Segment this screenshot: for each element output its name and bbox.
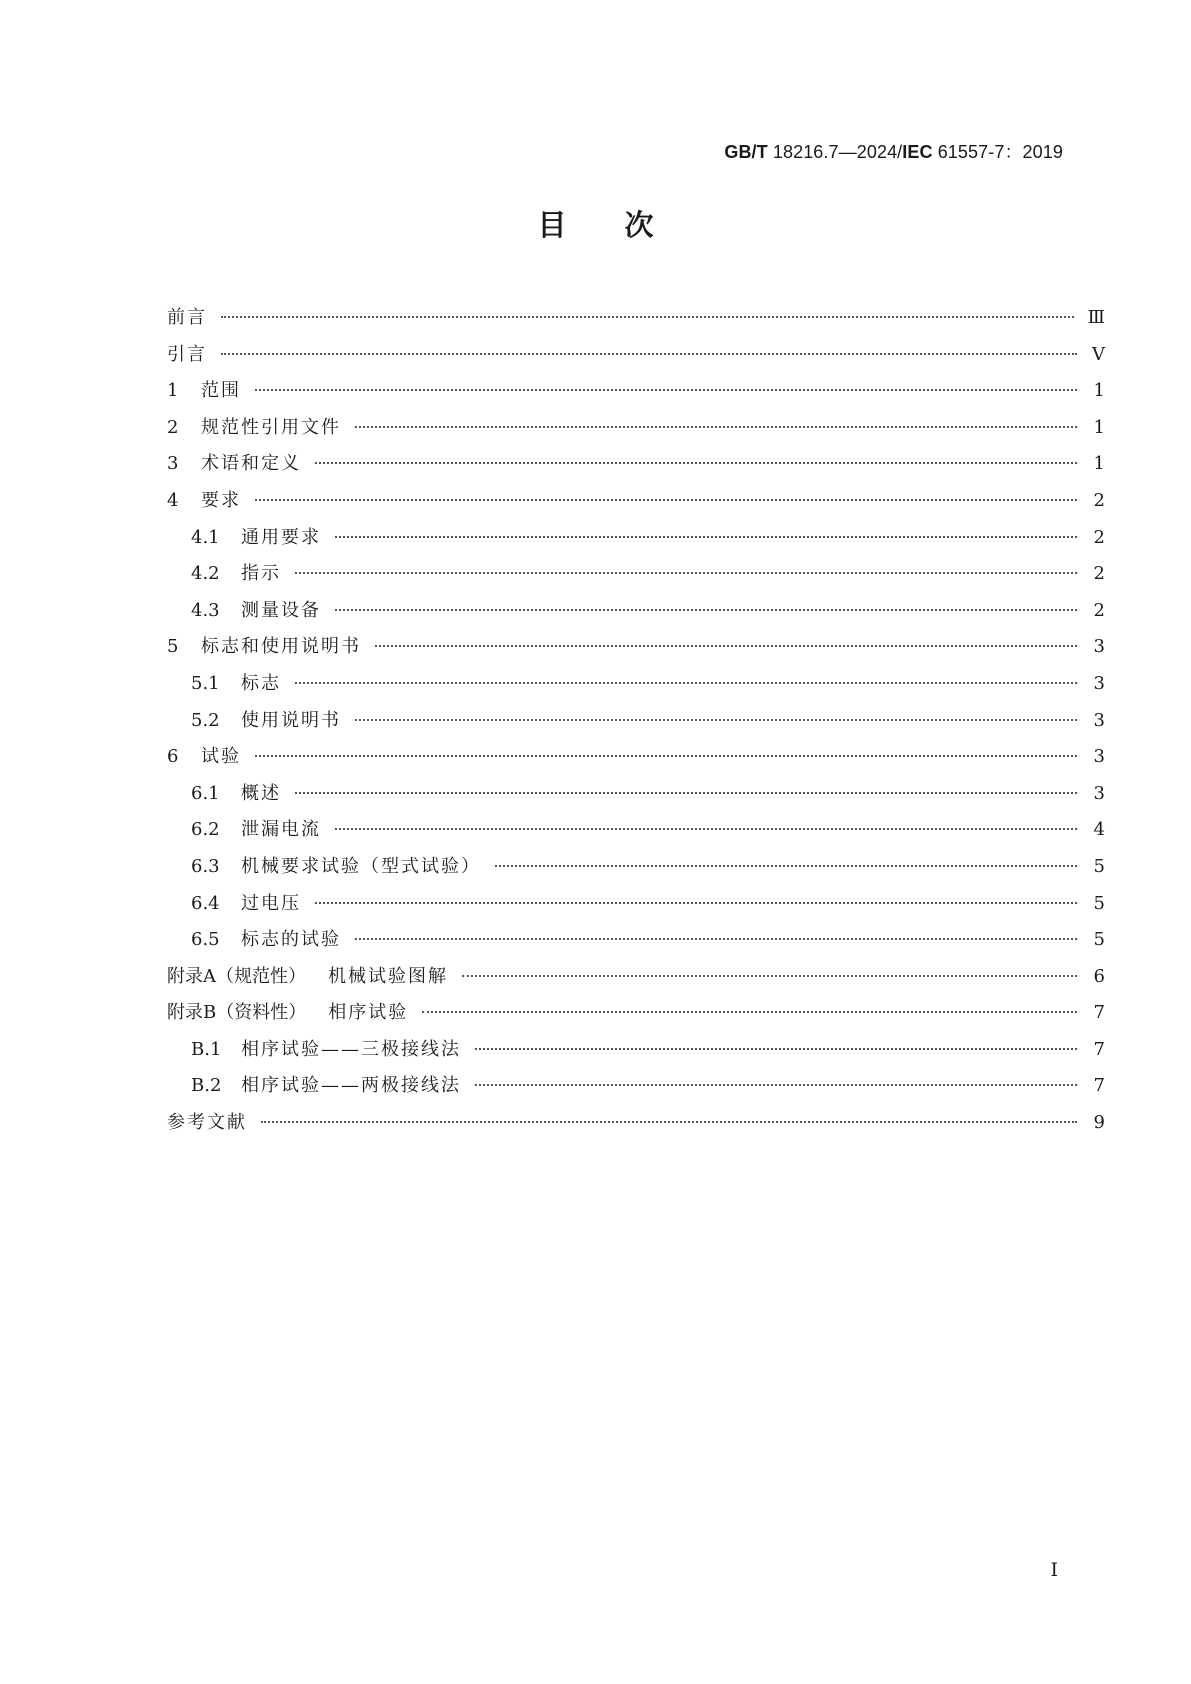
toc-leader-dots — [221, 353, 1077, 355]
toc-leader-dots — [315, 902, 1077, 904]
toc-entry-label: 术语和定义 — [201, 453, 301, 475]
toc-entry-number: 5.1 — [191, 672, 220, 694]
toc-entry-page: 7 — [1093, 1002, 1105, 1024]
toc-leader-dots — [422, 1011, 1077, 1013]
toc-entry-page: 1 — [1093, 380, 1105, 402]
standard-iec-prefix: IEC — [902, 142, 933, 162]
toc-entry-label: 标志和使用说明书 — [201, 636, 361, 658]
toc-entry-4-1[interactable] — [167, 523, 1105, 560]
toc-entry-page: 6 — [1093, 965, 1105, 987]
toc-leader-dots — [255, 499, 1077, 501]
toc-entry-label: 参考文献 — [167, 1112, 247, 1134]
toc-entry-6-3[interactable] — [167, 852, 1105, 889]
toc-entry-label: 标志 — [241, 672, 281, 694]
toc-entry-label: 测量设备 — [241, 599, 321, 621]
toc-entry-introduction[interactable] — [167, 340, 1105, 377]
toc-leader-dots — [295, 682, 1077, 684]
toc-entry-label: 范围 — [201, 380, 241, 402]
toc-entry-4[interactable] — [167, 486, 1105, 523]
toc-leader-dots — [335, 536, 1077, 538]
toc-entry-bibliography[interactable] — [167, 1108, 1105, 1145]
toc-entry-number: 4.3 — [191, 599, 220, 621]
toc-entry-label: 要求 — [201, 489, 241, 511]
toc-leader-dots — [295, 572, 1077, 574]
toc-entry-5-1[interactable] — [167, 669, 1105, 706]
toc-entry-label: 机械要求试验（型式试验） — [241, 855, 481, 877]
toc-entry-page: 2 — [1093, 526, 1105, 548]
toc-entry-label: 前言 — [167, 307, 207, 328]
toc-entry-label: 标志的试验 — [241, 929, 341, 951]
toc-entry-page: Ⅴ — [1092, 343, 1105, 365]
toc-leader-dots — [355, 938, 1077, 940]
toc-leader-dots — [475, 1048, 1077, 1050]
toc-entry-page: 3 — [1093, 782, 1105, 804]
toc-entry-label: 过电压 — [241, 892, 301, 914]
toc-entry-number: 附录A（规范性） — [167, 965, 306, 987]
toc-leader-dots — [295, 792, 1077, 794]
toc-entry-label: 试验 — [201, 746, 241, 768]
toc-entry-label: 引言 — [167, 343, 207, 365]
toc-entry-page: 4 — [1093, 819, 1105, 841]
toc-entry-page: 1 — [1093, 453, 1105, 475]
toc-entry-b-1[interactable] — [167, 1035, 1105, 1072]
toc-entry-5-2[interactable] — [167, 706, 1105, 743]
toc-entry-number: B.1 — [191, 1038, 222, 1060]
toc-entry-label: 概述 — [241, 782, 281, 804]
toc-entry-page: 5 — [1093, 929, 1105, 951]
toc-entry-number: 5.2 — [191, 709, 220, 731]
toc-entry-label: 指示 — [241, 563, 281, 585]
toc-entry-number: 6 — [167, 746, 179, 768]
toc-entry-page: 2 — [1093, 563, 1105, 585]
toc-entry-label: 规范性引用文件 — [201, 416, 341, 438]
toc-entry-b-2[interactable] — [167, 1071, 1105, 1108]
toc-entry-6-1[interactable] — [167, 779, 1105, 816]
toc-entry-3[interactable] — [167, 449, 1105, 486]
toc-entry-page: 3 — [1093, 672, 1105, 694]
toc-entry-page: 1 — [1093, 416, 1105, 438]
toc-leader-dots — [315, 462, 1077, 464]
toc-entry-6[interactable] — [167, 742, 1105, 779]
toc-entry-number: 4 — [167, 489, 179, 511]
toc-leader-dots — [335, 609, 1077, 611]
toc-entry-page: 3 — [1093, 709, 1105, 731]
toc-entry-number: 6.4 — [191, 892, 220, 914]
standard-iec-number: 61557-7：2019 — [932, 142, 1063, 162]
toc-entry-page: 9 — [1093, 1112, 1105, 1134]
toc-entry-label: 机械试验图解 — [328, 965, 448, 987]
toc-entry-page: Ⅲ — [1087, 307, 1105, 328]
toc-entry-page: 5 — [1093, 892, 1105, 914]
toc-leader-dots — [255, 389, 1077, 391]
toc-entry-5[interactable] — [167, 632, 1105, 669]
toc-entry-page: 3 — [1093, 746, 1105, 768]
toc-entry-4-3[interactable] — [167, 596, 1105, 633]
toc-leader-dots — [255, 755, 1077, 757]
toc-entry-number: 6.2 — [191, 819, 220, 841]
toc-entry-page: 5 — [1093, 855, 1105, 877]
toc-entry-number: 2 — [167, 416, 179, 438]
toc-entry-4-2[interactable] — [167, 559, 1105, 596]
page-number: Ⅰ — [1050, 1559, 1058, 1581]
table-of-contents — [167, 303, 1105, 1145]
toc-entry-label: 使用说明书 — [241, 709, 341, 731]
toc-entry-page: 7 — [1093, 1038, 1105, 1060]
toc-entry-number: 3 — [167, 453, 179, 475]
toc-entry-number: 1 — [167, 380, 179, 402]
toc-entry-label: 泄漏电流 — [241, 819, 321, 841]
toc-leader-dots — [375, 645, 1077, 647]
toc-leader-dots — [355, 426, 1077, 428]
standard-prefix: GB/T — [724, 142, 768, 162]
toc-entry-number: 6.1 — [191, 782, 220, 804]
toc-leader-dots — [495, 865, 1077, 867]
toc-entry-number: B.2 — [191, 1075, 222, 1097]
toc-entry-label: 相序试验——两极接线法 — [241, 1075, 461, 1097]
toc-entry-6-5[interactable] — [167, 925, 1105, 962]
toc-leader-dots — [355, 719, 1077, 721]
toc-entry-number: 6.3 — [191, 855, 220, 877]
toc-entry-6-4[interactable] — [167, 889, 1105, 926]
toc-entry-number: 4.1 — [191, 526, 220, 548]
toc-entry-number: 6.5 — [191, 929, 220, 951]
standard-number — [724, 138, 1063, 164]
toc-entry-page: 2 — [1093, 599, 1105, 621]
toc-entry-label: 相序试验 — [328, 1002, 409, 1024]
toc-leader-dots — [475, 1084, 1077, 1086]
toc-leader-dots — [335, 828, 1077, 830]
toc-entry-2[interactable] — [167, 413, 1105, 450]
page-title: 目次 — [537, 208, 712, 242]
toc-leader-dots — [462, 975, 1077, 977]
toc-leader-dots — [221, 316, 1074, 318]
toc-entry-label: 相序试验——三极接线法 — [241, 1038, 461, 1060]
toc-entry-number: 附录B（资料性） — [167, 1002, 307, 1024]
toc-entry-6-2[interactable] — [167, 815, 1105, 852]
toc-entry-page: 7 — [1093, 1075, 1105, 1097]
toc-entry-annex-b[interactable] — [167, 998, 1105, 1035]
toc-entry-annex-a[interactable] — [167, 962, 1105, 999]
toc-entry-number: 4.2 — [191, 563, 220, 585]
toc-entry-number: 5 — [167, 636, 179, 658]
toc-leader-dots — [261, 1121, 1077, 1123]
toc-entry-page: 2 — [1093, 489, 1105, 511]
toc-entry-page: 3 — [1093, 636, 1105, 658]
toc-entry-label: 通用要求 — [241, 526, 321, 548]
toc-entry-foreword[interactable] — [167, 303, 1105, 340]
toc-entry-1[interactable] — [167, 376, 1105, 413]
standard-number-main: 18216.7—2024/ — [767, 142, 903, 162]
